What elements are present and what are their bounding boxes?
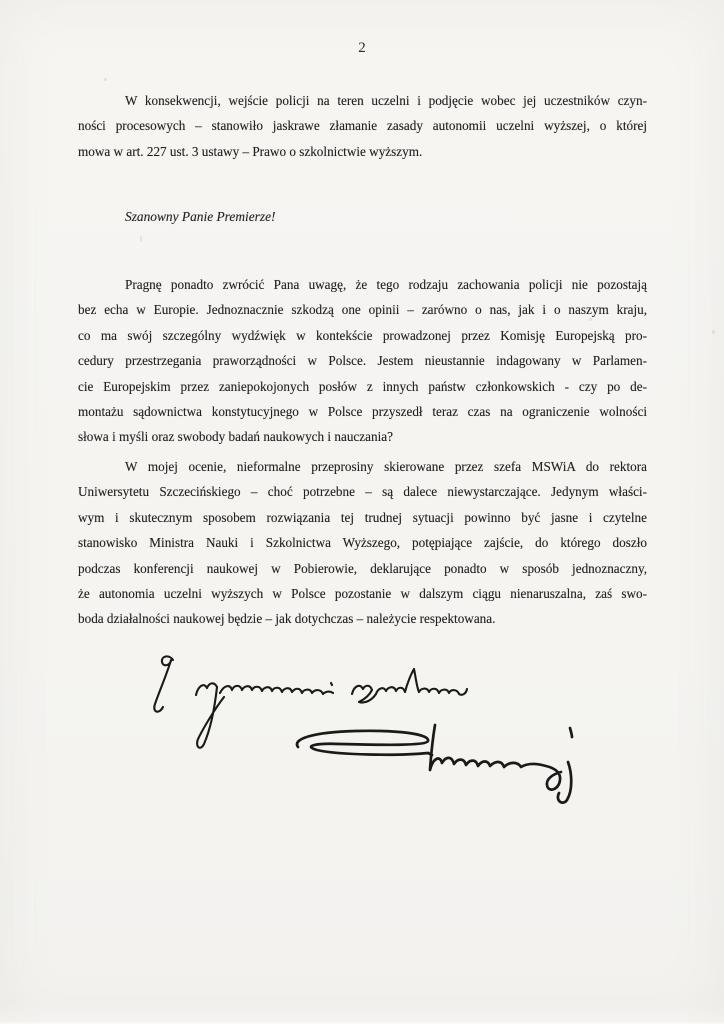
text-line: montażu sądownictwa konstytucyjnego w Polsce przyszedł teraz czas na ograniczenie wolności (78, 403, 647, 419)
text-line: wym i skutecznym sposobem rozwiązania tej trudnej sytuacji powinno być jasne i czytelne (78, 509, 647, 525)
scan-speck (589, 318, 592, 321)
text-line: cedury przestrzegania praworządności w Polsce. Jestem nieustannie indagowany w Parlamen- (78, 353, 647, 369)
text-line: stanowisko Ministra Nauki i Szkolnictwa Wyższego, potępiające zajście, do którego doszło (78, 535, 647, 551)
signature-autograph (297, 725, 572, 803)
text-line: że autonomia uczelni wyższych w Polsce pozostanie w dalszym ciągu nienaruszalna, zaś swo- (78, 585, 647, 601)
text-line: W konsekwencji, wejście policji na teren uczelni i podjęcie wobec jej uczestników czyn- (125, 93, 647, 108)
text-line: Pragnę ponadto zwrócić Pana uwagę, że tego rodzaju zachowania policji nie pozostają (125, 277, 647, 292)
text-line: W mojej ocenie, nieformalne przeprosiny skierowane przez szefa MSWiA do rektora (125, 459, 647, 474)
handwritten-closing-and-signature (140, 648, 610, 818)
paragraph-3 (78, 454, 647, 632)
page-number: 2 (358, 40, 366, 56)
handwritten-word-wyrazami (196, 683, 333, 748)
scan-speck (104, 78, 107, 81)
text-line: Uniwersytetu Szczecińskiego – choć potrzebne – są dalece niewystarczające. Jedynym właści- (78, 484, 647, 500)
scan-speck (712, 330, 715, 334)
text-line: mowa w art. 227 ust. 3 ustawy – Prawo o szkolnictwie wyższym. (78, 143, 423, 159)
text-line: boda działalności naukowej będzie – jak dotychczas – należycie respektowana. (78, 611, 496, 627)
text-line: ności procesowych – stanowiło jaskrawe złamanie zasady autonomii uczelni wyższej, o której (78, 118, 647, 134)
handwritten-word-z (154, 656, 173, 711)
text-line: bez echa w Europie. Jednoznacznie szkodzą one opinii – zarówno o nas, jak i o naszym kraju, (78, 302, 647, 318)
scan-speck (140, 236, 142, 242)
text-line: podczas konferencji naukowej w Pobierowie, deklarujące ponadto w sposób jednoznaczny, (78, 560, 647, 576)
paragraph-1 (78, 88, 647, 164)
text-line: cie Europejskim przez zaniepokojonych posłów z innych państw członkowskich - czy po de- (78, 378, 647, 394)
paragraph-2 (78, 272, 647, 450)
text-line: słowa i myśli oraz swobody badań naukowych i nauczania? (78, 429, 393, 445)
text-line: co ma swój szczególny wydźwięk w kontekście prowadzonej przez Komisję Europejską pro- (78, 327, 647, 343)
handwritten-word-szacunku (352, 669, 467, 703)
salutation: Szanowny Panie Premierze! (125, 209, 276, 224)
